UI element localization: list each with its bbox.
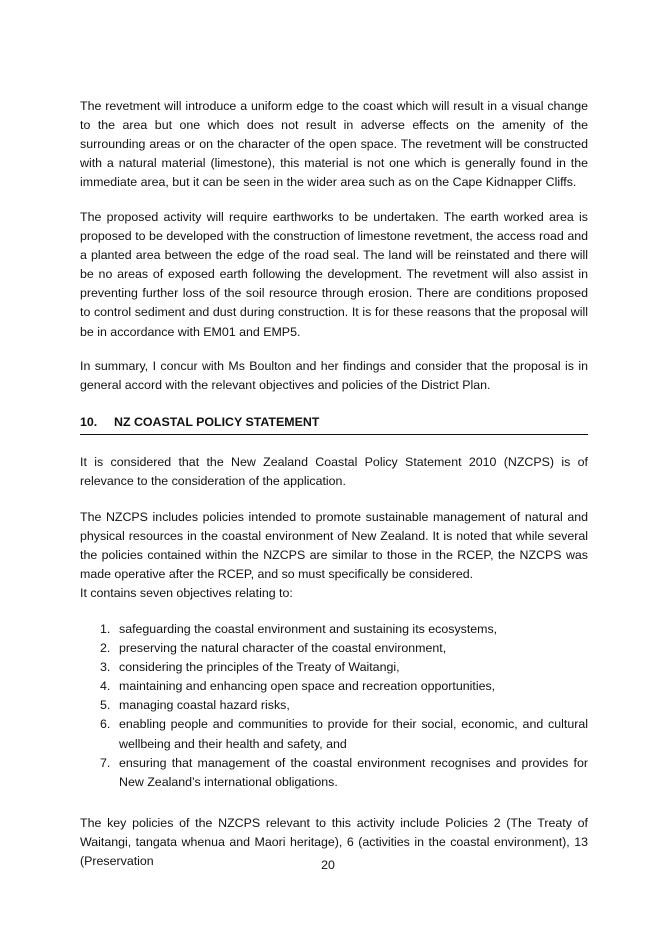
paragraph-earthworks: The proposed activity will require earthworks to be undertaken. The earth worked area is proposed to be developed with the construction of limestone revetment, the access road and a planted area between the edge of the road seal. The land will be reinstated and there will be no areas of exposed earth following the development. The revetment will also assist in preventing further loss of the soil resource through erosion. There are conditions proposed to control sediment and dust during construction. It is for these reasons that the proposal will be in accordance with EM01 and EMP5. xyxy=(80,210,588,339)
section-number: 10. xyxy=(80,415,98,429)
paragraph-key-policies: The key policies of the NZCPS relevant to this activity include Policies 2 (The Treaty of Waitangi, tangata whenua and Maori heritage), 6 (activities in the coastal environment), 13 (Preservation xyxy=(80,816,588,869)
list-item: 1. safeguarding the coastal environment and sustaining its ecosystems, xyxy=(100,622,498,636)
list-item: 6. enabling people and communities to provide for their social, economic, and cultural wellbeing and their health and safety, and xyxy=(100,717,588,751)
list-item: 2. preserving the natural character of the coastal environment, xyxy=(100,641,447,656)
list-item: 5. managing coastal hazard risks, xyxy=(100,698,290,713)
section-title: NZ COASTAL POLICY STATEMENT xyxy=(114,415,320,429)
paragraph-summary: In summary, I concur with Ms Boulton and her findings and consider that the proposal is in general accord with the relevant objectives and policies of the District Plan. xyxy=(80,359,588,393)
objectives-list xyxy=(100,620,588,792)
list-item: 7. ensuring that management of the coastal environment recognises and provides for New Zealand’s international obligations. xyxy=(100,755,588,789)
list-item: 4. maintaining and enhancing open space and recreation opportunities, xyxy=(100,679,496,694)
page-number: 20 xyxy=(321,858,335,872)
paragraph-nzcps-relevance: It is considered that the New Zealand Coastal Policy Statement 2010 (NZCPS) is of relevance to the consideration of the application. xyxy=(80,455,588,489)
paragraph-objectives-intro: It contains seven objectives relating to: xyxy=(80,586,293,600)
section-heading xyxy=(80,414,588,435)
paragraph-revetment: The revetment will introduce a uniform edge to the coast which will result in a visual change to the area but one which does not result in adverse effects on the amenity of the surrounding areas or on the character of the open space. The revetment will be constructed with a natural material (limestone), this material is not one which is generally found in the immediate area, but it can be seen in the wider area such as on the Cape Kidnapper Cliffs. xyxy=(80,99,588,190)
list-item: 3. considering the principles of the Treaty of Waitangi, xyxy=(100,660,400,675)
paragraph-nzcps-policies: The NZCPS includes policies intended to promote sustainable management of natural and physical resources in the coastal environment of New Zealand. It is noted that while several the policies contained within the NZCPS are similar to those in the RCEP, the NZCPS was made operative after the RCEP, and so must specifically be considered. xyxy=(80,510,588,582)
